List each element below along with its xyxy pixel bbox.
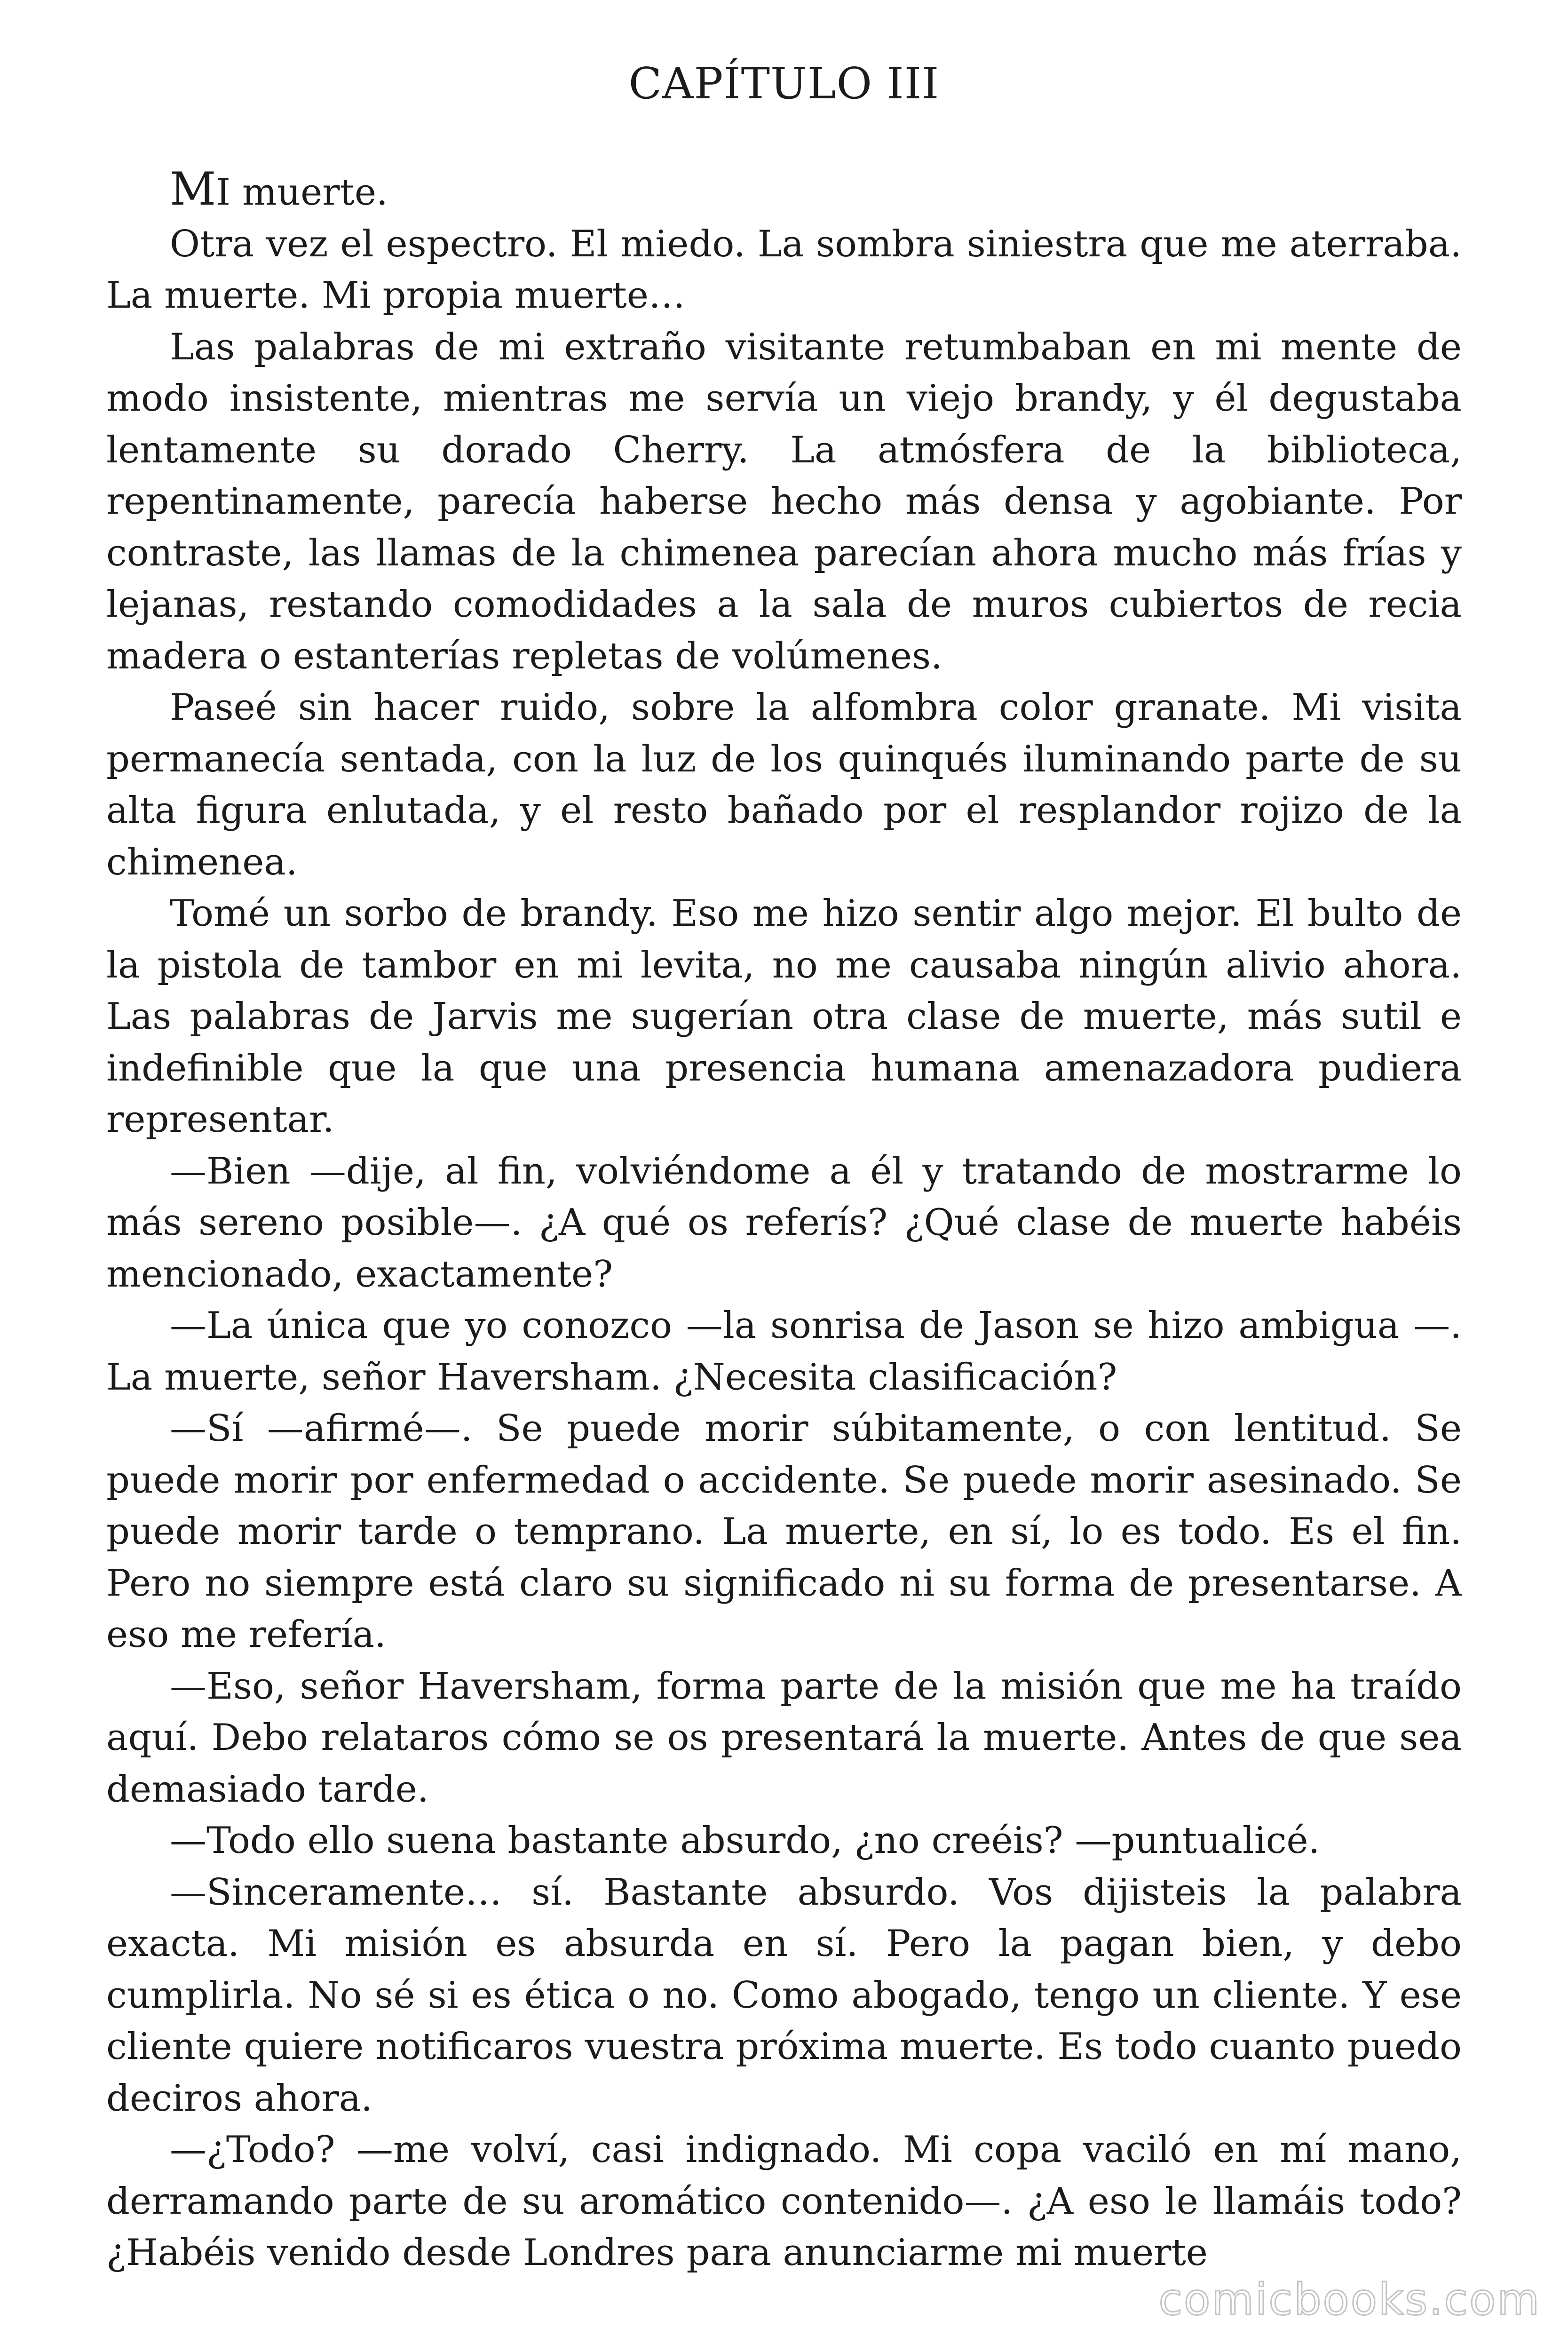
book-page <box>106 56 1462 2279</box>
paragraph: Las palabras de mi extraño visitante retumbaban en mi mente de modo insistente, mientras me servía un viejo brandy, y él degustaba lentamente su dorado Cherry. La atmósfera de la biblioteca, repentinamente, parecía haberse hecho más densa y agobiante. Por contraste, las llamas de la chimenea parecían ahora mucho más frías y lejanas, restando comodidades a la sala de muros cubiertos de recia madera o estanterías repletas de volúmenes. <box>106 326 1462 677</box>
paragraph: Tomé un sorbo de brandy. Eso me hizo sentir algo mejor. El bulto de la pistola de tambor en mi levita, no me causaba ningún alivio ahora. Las palabras de Jarvis me sugerían otra clase de muerte, más sutil e indefinible que la que una presencia humana amenazadora pudiera representar. <box>106 892 1462 1141</box>
paragraph: —Eso, señor Haversham, forma parte de la misión que me ha traído aquí. Debo relataros cómo se os presentará la muerte. Antes de que sea demasiado tarde. <box>106 1665 1462 1811</box>
paragraph: —La única que yo conozco —la sonrisa de Jason se hizo ambigua —. La muerte, señor Haversham. ¿Necesita clasificación? <box>106 1304 1462 1398</box>
paragraph: —Sí —afirmé—. Se puede morir súbitamente, o con lentitud. Se puede morir por enfermedad o accidente. Se puede morir asesinado. Se puede morir tarde o temprano. La muerte, en sí, lo es todo. Es el fin. Pero no siempre está claro su significado ni su forma de presentarse. A eso me refería. <box>106 1407 1462 1656</box>
paragraph: —Todo ello suena bastante absurdo, ¿no creéis? —puntualicé. <box>170 1820 1320 1862</box>
chapter-title: CAPÍTULO III <box>628 58 940 109</box>
watermark: comicbooks.com <box>1158 2274 1541 2325</box>
paragraph: Otra vez el espectro. El miedo. La sombra siniestra que me aterraba. La muerte. Mi propia muerte… <box>106 222 1462 317</box>
paragraph: —¿Todo? —me volví, casi indignado. Mi copa vaciló en mí mano, derramando parte de su aromático contenido—. ¿A eso le llamáis todo? ¿Habéis venido desde Londres para anunciarme mi muerte <box>106 2129 1462 2274</box>
paragraph: Paseé sin hacer ruido, sobre la alfombra color granate. Mi visita permanecía sentada, con la luz de los quinqués iluminando parte de su alta figura enlutada, y el resto bañado por el resplandor rojizo de la chimenea. <box>106 686 1462 883</box>
paragraph: —Sinceramente… sí. Bastante absurdo. Vos dijisteis la palabra exacta. Mi misión es absurda en sí. Pero la pagan bien, y debo cumplirla. No sé si es ética o no. Como abogado, tengo un cliente. Y ese cliente quiere notificaros vuestra próxima muerte. Es todo cuanto puedo deciros ahora. <box>106 1871 1462 2120</box>
paragraph: MI muerte. <box>170 163 388 215</box>
paragraph: —Bien —dije, al fin, volviéndome a él y tratando de mostrarme lo más sereno posible—. ¿A qué os referís? ¿Qué clase de muerte habéis mencionado, exactamente? <box>106 1150 1462 1295</box>
chapter-body <box>106 164 1462 2279</box>
